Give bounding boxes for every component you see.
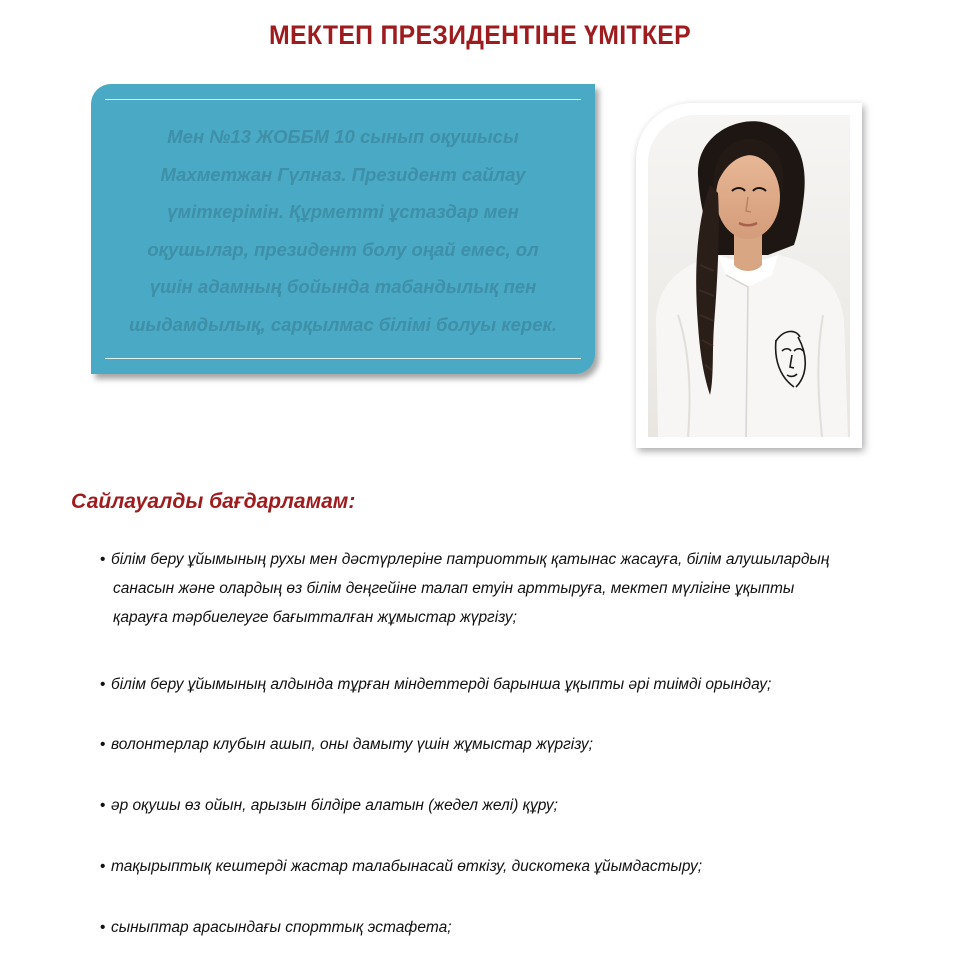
photo-frame bbox=[636, 103, 862, 448]
list-item bbox=[100, 730, 900, 759]
list-item bbox=[100, 670, 900, 699]
intro-line: үшін адамның бойында табандылық пен bbox=[149, 276, 537, 297]
bullet-mark: • bbox=[100, 551, 106, 568]
intro-bottom-rule bbox=[105, 358, 581, 359]
intro-line: Махметжан Гүлназ. Президент сайлау bbox=[160, 163, 526, 185]
item-text-continued: қарауға тәрбиелеуге бағытталған жұмыстар жүргізу; bbox=[113, 609, 517, 626]
intro-box bbox=[91, 84, 595, 374]
page-title: МЕКТЕП ПРЕЗИДЕНТІНЕ ҮМІТКЕР bbox=[269, 20, 691, 50]
bullet-mark: • bbox=[100, 797, 106, 814]
item-text: тақырыптық кештерді жастар талабынасай өткізу, дискотека ұйымдастыру; bbox=[111, 858, 703, 875]
program-heading: Сайлауалды бағдарламам: bbox=[71, 490, 356, 513]
candidate-portrait-icon bbox=[648, 115, 850, 437]
list-item bbox=[100, 791, 900, 820]
bullet-mark: • bbox=[100, 736, 106, 753]
intro-line: үміткерімін. Құрметті ұстаздар мен bbox=[167, 201, 519, 222]
item-text: білім беру ұйымының рухы мен дәстүрлеріне патриоттық қатынас жасауға, білім алушылардың bbox=[111, 551, 830, 568]
list-item bbox=[100, 852, 900, 881]
item-text-continued: санасын және олардың өз білім деңгейіне талап етуін арттыруға, мектеп мүлігіне ұқыпты bbox=[113, 580, 795, 597]
intro-text bbox=[105, 118, 581, 343]
intro-line: Мен №13 ЖОББМ 10 сынып оқушысы bbox=[167, 126, 519, 147]
intro-line: оқушылар, президент болу оңай емес, ол bbox=[147, 238, 539, 260]
bullet-mark: • bbox=[100, 858, 106, 875]
item-text: сыныптар арасындағы спорттық эстафета; bbox=[111, 919, 452, 936]
intro-top-rule bbox=[105, 99, 581, 100]
intro-line: шыдамдылық, сарқылмас білімі болуы керек. bbox=[128, 313, 558, 335]
item-text: білім беру ұйымының алдында тұрған міндеттерді барынша ұқыпты әрі тиімді орындау; bbox=[111, 676, 772, 693]
item-text: волонтерлар клубын ашып, оны дамыту үшін жұмыстар жүргізу; bbox=[111, 736, 593, 753]
candidate-photo bbox=[648, 115, 850, 437]
bullet-mark: • bbox=[100, 919, 106, 936]
bullet-mark: • bbox=[100, 676, 106, 693]
item-text: әр оқушы өз ойын, арызын білдіре алатын (жедел желі) құру; bbox=[111, 797, 558, 814]
list-item bbox=[100, 913, 900, 942]
list-item bbox=[100, 545, 900, 632]
